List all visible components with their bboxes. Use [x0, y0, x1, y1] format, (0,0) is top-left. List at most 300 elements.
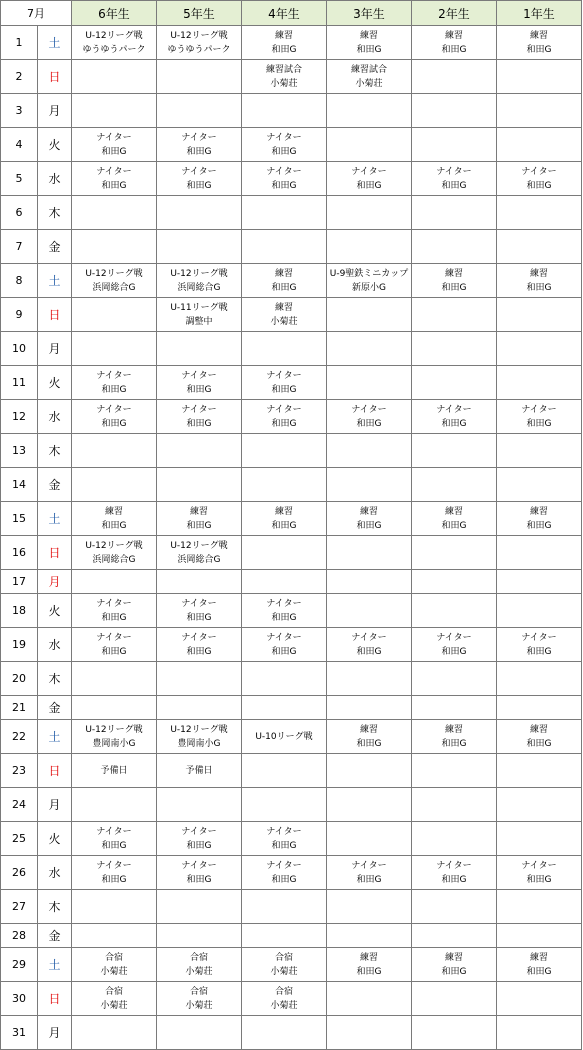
schedule-cell [327, 332, 412, 366]
venue-label: 和田G [101, 612, 127, 623]
schedule-cell [327, 822, 412, 856]
venue-label: 和田G [526, 44, 552, 55]
grade-header-1: 1年生 [497, 1, 582, 26]
date-cell: 10 [1, 332, 38, 366]
schedule-cell [497, 948, 582, 982]
schedule-cell [72, 60, 157, 94]
schedule-cell [327, 502, 412, 536]
schedule-cell [72, 662, 157, 696]
schedule-cell [157, 720, 242, 754]
venue-label: 和田G [356, 44, 382, 55]
event-label: 予備日 [100, 765, 128, 776]
schedule-cell [72, 468, 157, 502]
schedule-cell [327, 890, 412, 924]
venue-label: 和田G [526, 966, 552, 977]
date-cell: 31 [1, 1016, 38, 1050]
schedule-cell [157, 856, 242, 890]
schedule-cell [72, 982, 157, 1016]
date-cell: 4 [1, 128, 38, 162]
schedule-cell [157, 822, 242, 856]
table-row [1, 628, 582, 662]
schedule-cell [157, 982, 242, 1016]
schedule-cell [72, 298, 157, 332]
schedule-cell [242, 662, 327, 696]
weekday-cell: 土 [38, 720, 72, 754]
venue-label: 和田G [271, 612, 297, 623]
schedule-cell [412, 298, 497, 332]
event-label: ナイター [96, 860, 132, 871]
venue-label: 和田G [271, 180, 297, 191]
venue-label: 和田G [101, 874, 127, 885]
schedule-cell [327, 468, 412, 502]
table-row [1, 230, 582, 264]
schedule-cell [327, 982, 412, 1016]
schedule-cell [327, 628, 412, 662]
schedule-cell [242, 982, 327, 1016]
date-cell: 16 [1, 536, 38, 570]
schedule-cell [497, 754, 582, 788]
schedule-cell [497, 628, 582, 662]
venue-label: 和田G [271, 840, 297, 851]
schedule-cell [412, 948, 497, 982]
table-row [1, 468, 582, 502]
event-label: 合宿 [104, 986, 123, 997]
table-row [1, 332, 582, 366]
venue-label: 新原小G [352, 282, 386, 293]
table-row [1, 594, 582, 628]
schedule-cell [327, 26, 412, 60]
event-label: ナイター [351, 404, 387, 415]
month-label: 7月 [1, 1, 72, 26]
venue-label: 和田G [441, 418, 467, 429]
schedule-cell [72, 788, 157, 822]
date-cell: 3 [1, 94, 38, 128]
grade-header-2: 2年生 [412, 1, 497, 26]
table-row [1, 822, 582, 856]
date-cell: 12 [1, 400, 38, 434]
schedule-cell [72, 536, 157, 570]
date-cell: 11 [1, 366, 38, 400]
table-row [1, 948, 582, 982]
event-label: 練習 [359, 952, 378, 963]
schedule-cell [327, 366, 412, 400]
schedule-cell [497, 594, 582, 628]
venue-label: 和田G [186, 874, 212, 885]
event-label: ナイター [266, 166, 302, 177]
schedule-cell [412, 26, 497, 60]
venue-label: 和田G [356, 180, 382, 191]
event-label: ナイター [96, 632, 132, 643]
event-label: ナイター [181, 132, 217, 143]
schedule-cell [412, 982, 497, 1016]
venue-label: 和田G [526, 738, 552, 749]
event-label: 練習 [359, 724, 378, 735]
venue-label: 浜岡総合G [177, 282, 221, 293]
table-row [1, 366, 582, 400]
venue-label: 豊岡南小G [92, 738, 136, 749]
schedule-cell [72, 434, 157, 468]
venue-label: 浜岡総合G [92, 282, 136, 293]
event-label: ナイター [436, 860, 472, 871]
schedule-cell [497, 856, 582, 890]
event-label: ナイター [436, 632, 472, 643]
date-cell: 19 [1, 628, 38, 662]
event-label: ナイター [181, 826, 217, 837]
weekday-cell: 火 [38, 822, 72, 856]
event-label: ナイター [436, 166, 472, 177]
schedule-cell [157, 696, 242, 720]
weekday-cell: 月 [38, 570, 72, 594]
schedule-cell [497, 400, 582, 434]
schedule-cell [242, 60, 327, 94]
weekday-cell: 水 [38, 628, 72, 662]
venue-label: 和田G [526, 418, 552, 429]
schedule-cell [72, 570, 157, 594]
schedule-cell [412, 366, 497, 400]
schedule-cell [242, 264, 327, 298]
schedule-cell [72, 948, 157, 982]
schedule-cell [327, 948, 412, 982]
schedule-cell [327, 162, 412, 196]
venue-label: 和田G [441, 44, 467, 55]
schedule-cell [242, 890, 327, 924]
table-row [1, 128, 582, 162]
date-cell: 2 [1, 60, 38, 94]
schedule-cell [72, 856, 157, 890]
date-cell: 29 [1, 948, 38, 982]
schedule-cell [157, 536, 242, 570]
schedule-cell [412, 400, 497, 434]
venue-label: 和田G [356, 646, 382, 657]
event-label: 練習 [529, 30, 548, 41]
schedule-cell [412, 502, 497, 536]
weekday-cell: 木 [38, 662, 72, 696]
schedule-cell [327, 696, 412, 720]
venue-label: 小菊荘 [270, 1000, 298, 1011]
event-label: 練習 [529, 506, 548, 517]
venue-label: 和田G [101, 180, 127, 191]
weekday-cell: 土 [38, 502, 72, 536]
venue-label: 小菊荘 [270, 316, 298, 327]
event-label: ナイター [181, 598, 217, 609]
date-cell: 26 [1, 856, 38, 890]
schedule-cell [412, 720, 497, 754]
date-cell: 5 [1, 162, 38, 196]
date-cell: 14 [1, 468, 38, 502]
table-row [1, 434, 582, 468]
schedule-cell [72, 366, 157, 400]
venue-label: 小菊荘 [270, 966, 298, 977]
schedule-cell [412, 468, 497, 502]
grade-header-3: 3年生 [327, 1, 412, 26]
schedule-cell [327, 662, 412, 696]
schedule-cell [72, 128, 157, 162]
date-cell: 21 [1, 696, 38, 720]
table-row [1, 264, 582, 298]
schedule-cell [157, 230, 242, 264]
weekday-cell: 金 [38, 230, 72, 264]
schedule-cell [72, 720, 157, 754]
event-label: U-11リーグ戦 [170, 302, 228, 313]
venue-label: 和田G [271, 874, 297, 885]
venue-label: 和田G [186, 520, 212, 531]
schedule-cell [72, 594, 157, 628]
schedule-cell [497, 982, 582, 1016]
venue-label: 和田G [441, 646, 467, 657]
schedule-cell [412, 1016, 497, 1050]
venue-label: 和田G [101, 384, 127, 395]
event-label: ナイター [266, 826, 302, 837]
venue-label: 和田G [526, 646, 552, 657]
schedule-cell [157, 468, 242, 502]
venue-label: 和田G [101, 520, 127, 531]
schedule-cell [242, 502, 327, 536]
venue-label: ゆうゆうパーク [82, 44, 146, 55]
weekday-cell: 月 [38, 788, 72, 822]
event-label: 練習 [104, 506, 123, 517]
venue-label: 和田G [186, 180, 212, 191]
table-row [1, 720, 582, 754]
venue-label: 和田G [526, 282, 552, 293]
schedule-cell [327, 570, 412, 594]
event-label: 練習 [529, 268, 548, 279]
schedule-cell [242, 696, 327, 720]
venue-label: 和田G [101, 146, 127, 157]
schedule-cell [412, 162, 497, 196]
schedule-cell [72, 94, 157, 128]
event-label: 合宿 [274, 986, 293, 997]
date-cell: 24 [1, 788, 38, 822]
event-label: ナイター [96, 598, 132, 609]
schedule-cell [242, 332, 327, 366]
schedule-cell [497, 332, 582, 366]
table-row [1, 298, 582, 332]
weekday-cell: 水 [38, 162, 72, 196]
venue-label: 和田G [101, 646, 127, 657]
schedule-cell [497, 230, 582, 264]
schedule-cell [72, 502, 157, 536]
weekday-cell: 火 [38, 128, 72, 162]
table-row [1, 400, 582, 434]
event-label: 練習 [444, 30, 463, 41]
schedule-cell [412, 536, 497, 570]
venue-label: 小菊荘 [185, 966, 213, 977]
schedule-cell [412, 754, 497, 788]
schedule-cell [242, 924, 327, 948]
schedule-cell [497, 468, 582, 502]
event-label: 合宿 [104, 952, 123, 963]
schedule-cell [157, 1016, 242, 1050]
venue-label: 和田G [101, 418, 127, 429]
schedule-cell [412, 196, 497, 230]
event-label: 練習 [274, 506, 293, 517]
schedule-cell [242, 230, 327, 264]
weekday-cell: 土 [38, 26, 72, 60]
venue-label: 小菊荘 [185, 1000, 213, 1011]
event-label: 合宿 [189, 952, 208, 963]
event-label: ナイター [181, 370, 217, 381]
schedule-cell [157, 948, 242, 982]
table-row [1, 94, 582, 128]
event-label: 練習 [444, 724, 463, 735]
schedule-cell [242, 298, 327, 332]
date-cell: 25 [1, 822, 38, 856]
schedule-cell [412, 856, 497, 890]
table-row [1, 162, 582, 196]
event-label: ナイター [181, 166, 217, 177]
weekday-cell: 日 [38, 60, 72, 94]
date-cell: 18 [1, 594, 38, 628]
date-cell: 8 [1, 264, 38, 298]
event-label: ナイター [181, 632, 217, 643]
schedule-cell [327, 230, 412, 264]
schedule-cell [242, 720, 327, 754]
date-cell: 15 [1, 502, 38, 536]
schedule-cell [242, 754, 327, 788]
schedule-cell [157, 264, 242, 298]
event-label: 練習 [529, 724, 548, 735]
schedule-cell [72, 400, 157, 434]
schedule-cell [412, 434, 497, 468]
event-label: ナイター [521, 860, 557, 871]
date-cell: 27 [1, 890, 38, 924]
schedule-cell [497, 128, 582, 162]
event-label: ナイター [351, 860, 387, 871]
event-label: 練習 [529, 952, 548, 963]
event-label: ナイター [521, 632, 557, 643]
weekday-cell: 日 [38, 536, 72, 570]
weekday-cell: 月 [38, 1016, 72, 1050]
schedule-cell [497, 890, 582, 924]
table-row [1, 196, 582, 230]
event-label: U-12リーグ戦 [85, 540, 143, 551]
schedule-cell [497, 822, 582, 856]
schedule-cell [412, 128, 497, 162]
event-label: ナイター [266, 404, 302, 415]
schedule-cell [242, 628, 327, 662]
weekday-cell: 火 [38, 594, 72, 628]
schedule-cell [242, 366, 327, 400]
grade-header-6: 6年生 [72, 1, 157, 26]
schedule-cell [497, 366, 582, 400]
venue-label: 和田G [356, 738, 382, 749]
venue-label: 和田G [271, 384, 297, 395]
schedule-cell [412, 60, 497, 94]
schedule-cell [327, 924, 412, 948]
schedule-cell [242, 26, 327, 60]
table-row [1, 26, 582, 60]
schedule-cell [327, 298, 412, 332]
schedule-cell [497, 502, 582, 536]
schedule-cell [72, 822, 157, 856]
schedule-cell [497, 264, 582, 298]
event-label: ナイター [351, 632, 387, 643]
weekday-cell: 金 [38, 924, 72, 948]
date-cell: 30 [1, 982, 38, 1016]
date-cell: 7 [1, 230, 38, 264]
schedule-cell [72, 332, 157, 366]
event-label: 練習 [444, 268, 463, 279]
venue-label: 和田G [441, 966, 467, 977]
event-label: 練習 [189, 506, 208, 517]
grade-header-5: 5年生 [157, 1, 242, 26]
venue-label: 和田G [441, 520, 467, 531]
schedule-cell [497, 924, 582, 948]
venue-label: 浜岡総合G [92, 554, 136, 565]
weekday-cell: 金 [38, 696, 72, 720]
venue-label: 和田G [441, 874, 467, 885]
venue-label: 和田G [526, 874, 552, 885]
schedule-cell [412, 332, 497, 366]
schedule-cell [157, 662, 242, 696]
schedule-body [1, 26, 582, 1050]
schedule-cell [157, 628, 242, 662]
event-label: ナイター [266, 860, 302, 871]
schedule-cell [497, 570, 582, 594]
venue-label: 和田G [441, 738, 467, 749]
venue-label: 和田G [271, 520, 297, 531]
date-cell: 17 [1, 570, 38, 594]
schedule-cell [497, 162, 582, 196]
schedule-cell [327, 856, 412, 890]
date-cell: 23 [1, 754, 38, 788]
venue-label: 和田G [186, 840, 212, 851]
event-label: U-12リーグ戦 [85, 268, 143, 279]
event-label: ナイター [96, 404, 132, 415]
schedule-cell [412, 822, 497, 856]
date-cell: 6 [1, 196, 38, 230]
weekday-cell: 日 [38, 754, 72, 788]
event-label: ナイター [266, 370, 302, 381]
event-label: U-10リーグ戦 [255, 731, 313, 742]
schedule-cell [497, 94, 582, 128]
schedule-cell [157, 298, 242, 332]
venue-label: 小菊荘 [355, 78, 383, 89]
schedule-cell [157, 924, 242, 948]
schedule-cell [242, 434, 327, 468]
schedule-cell [327, 128, 412, 162]
schedule-cell [497, 1016, 582, 1050]
schedule-cell [327, 434, 412, 468]
table-row [1, 502, 582, 536]
schedule-cell [497, 434, 582, 468]
schedule-cell [497, 720, 582, 754]
venue-label: 和田G [356, 874, 382, 885]
event-label: U-12リーグ戦 [170, 268, 228, 279]
date-cell: 9 [1, 298, 38, 332]
event-label: ナイター [266, 598, 302, 609]
schedule-cell [72, 162, 157, 196]
schedule-cell [327, 60, 412, 94]
schedule-cell [412, 94, 497, 128]
event-label: 練習試合 [265, 64, 302, 75]
schedule-cell [242, 128, 327, 162]
event-label: ナイター [96, 166, 132, 177]
weekday-cell: 火 [38, 366, 72, 400]
schedule-cell [242, 948, 327, 982]
schedule-cell [497, 26, 582, 60]
event-label: ナイター [181, 404, 217, 415]
venue-label: 小菊荘 [270, 78, 298, 89]
venue-label: 和田G [271, 146, 297, 157]
schedule-cell [242, 856, 327, 890]
event-label: ナイター [351, 166, 387, 177]
schedule-cell [242, 822, 327, 856]
schedule-cell [72, 628, 157, 662]
table-row [1, 60, 582, 94]
table-row [1, 696, 582, 720]
table-row [1, 788, 582, 822]
